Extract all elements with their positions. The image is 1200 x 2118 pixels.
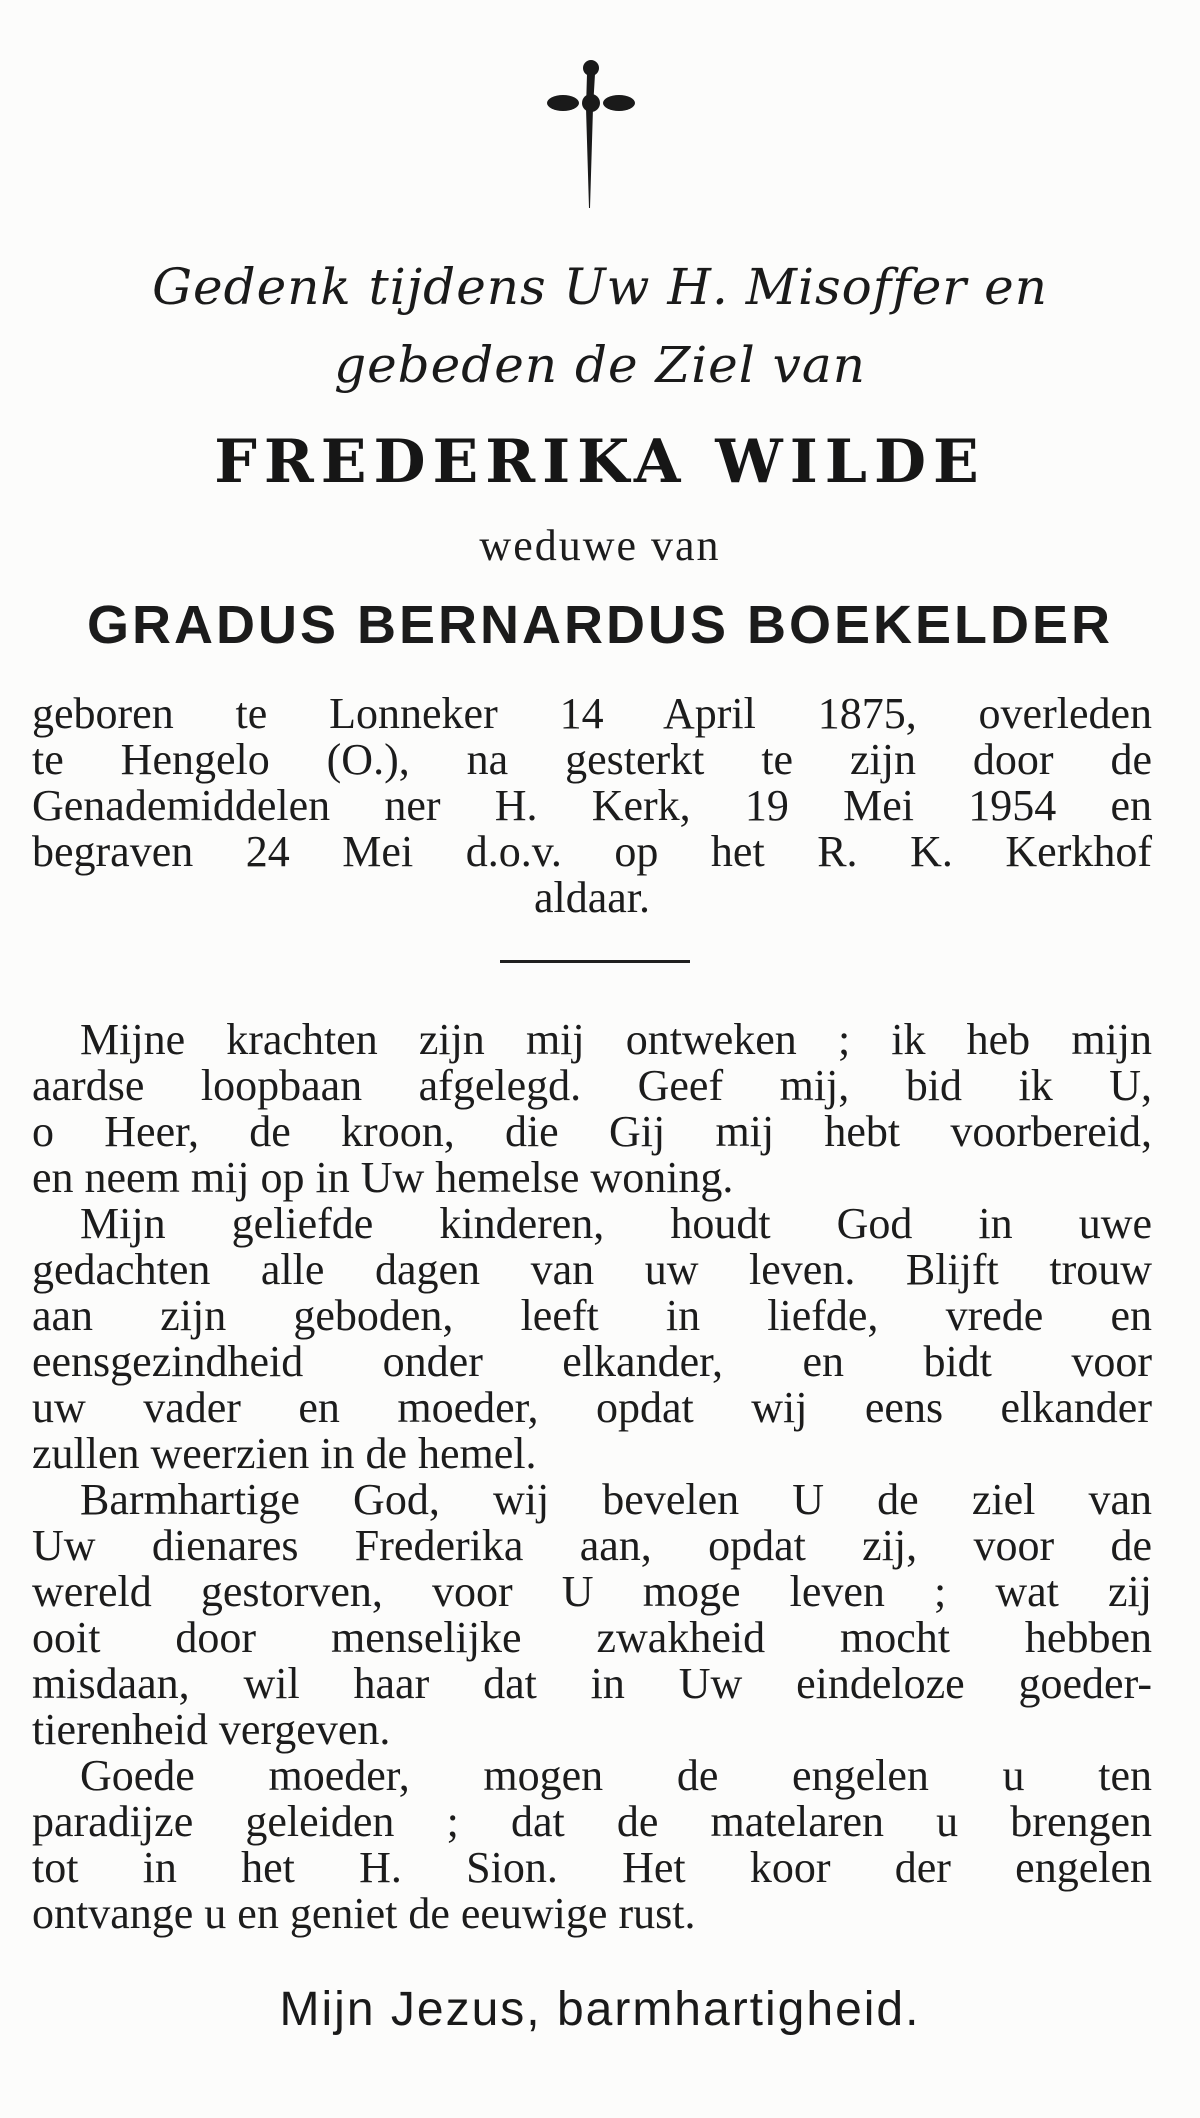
prayer-line: tot in het H. Sion. Het koor der engelen — [32, 1843, 1152, 1892]
prayer-line: gedachten alle dagen van uw leven. Blijft trouw — [32, 1245, 1152, 1294]
spouse-name: GRADUS BERNARDUS BOEKELDER — [86, 595, 1114, 655]
deceased-name: FREDERIKA WILDE — [214, 427, 986, 497]
prayer-line: en neem mij op in Uw hemelse woning. — [32, 1153, 734, 1202]
prayer-line: wereld gestorven, voor U moge leven ; wat zij — [32, 1567, 1152, 1616]
prayer-line: Goede moeder, mogen de engelen u ten — [80, 1751, 1152, 1800]
prayer-line: aardse loopbaan afgelegd. Geef mij, bid ik U, — [32, 1061, 1152, 1110]
prayer-line: paradijze geleiden ; dat de matelaren u brengen — [32, 1797, 1152, 1846]
prayer-line: tierenheid vergeven. — [32, 1705, 391, 1754]
biography-line: te Hengelo (O.), na gesterkt te zijn door de — [32, 735, 1152, 784]
prayer-line: Mijn geliefde kinderen, houdt God in uwe — [80, 1199, 1152, 1248]
prayer-line: Mijne krachten zijn mij ontweken ; ik heb mijn — [80, 1015, 1152, 1064]
invocation-line-2: gebeden de Ziel van — [334, 336, 866, 394]
prayer-line: Barmhartige God, wij bevelen U de ziel van — [80, 1475, 1152, 1524]
prayer-line: eensgezindheid onder elkander, en bidt voor — [32, 1337, 1152, 1386]
prayer-line: ontvange u en geniet de eeuwige rust. — [32, 1889, 696, 1938]
biography-line: begraven 24 Mei d.o.v. op het R. K. Kerkhof — [32, 827, 1152, 876]
biography-line: geboren te Lonneker 14 April 1875, overleden — [32, 689, 1152, 738]
cross-icon — [546, 58, 636, 218]
invocation-line-1: Gedenk tijdens Uw H. Misoffer en — [152, 258, 1048, 316]
biography-line: aldaar. — [533, 873, 651, 922]
prayer-line: zullen weerzien in de hemel. — [32, 1429, 537, 1478]
closing-invocation: Mijn Jezus, barmhartigheid. — [279, 1983, 921, 2036]
relation-text: weduwe van — [479, 521, 721, 570]
prayer-line: o Heer, de kroon, die Gij mij hebt voorbereid, — [32, 1107, 1152, 1156]
prayer-line: misdaan, wil haar dat in Uw eindeloze goeder- — [32, 1659, 1152, 1708]
prayer-line: Uw dienares Frederika aan, opdat zij, voor de — [32, 1521, 1152, 1570]
biography-line: Genademiddelen ner H. Kerk, 19 Mei 1954 en — [32, 781, 1152, 830]
prayer-line: aan zijn geboden, leeft in liefde, vrede en — [32, 1291, 1152, 1340]
prayer-line: ooit door menselijke zwakheid mocht hebben — [32, 1613, 1152, 1662]
prayer-line: uw vader en moeder, opdat wij eens elkander — [32, 1383, 1152, 1432]
divider — [500, 960, 690, 963]
